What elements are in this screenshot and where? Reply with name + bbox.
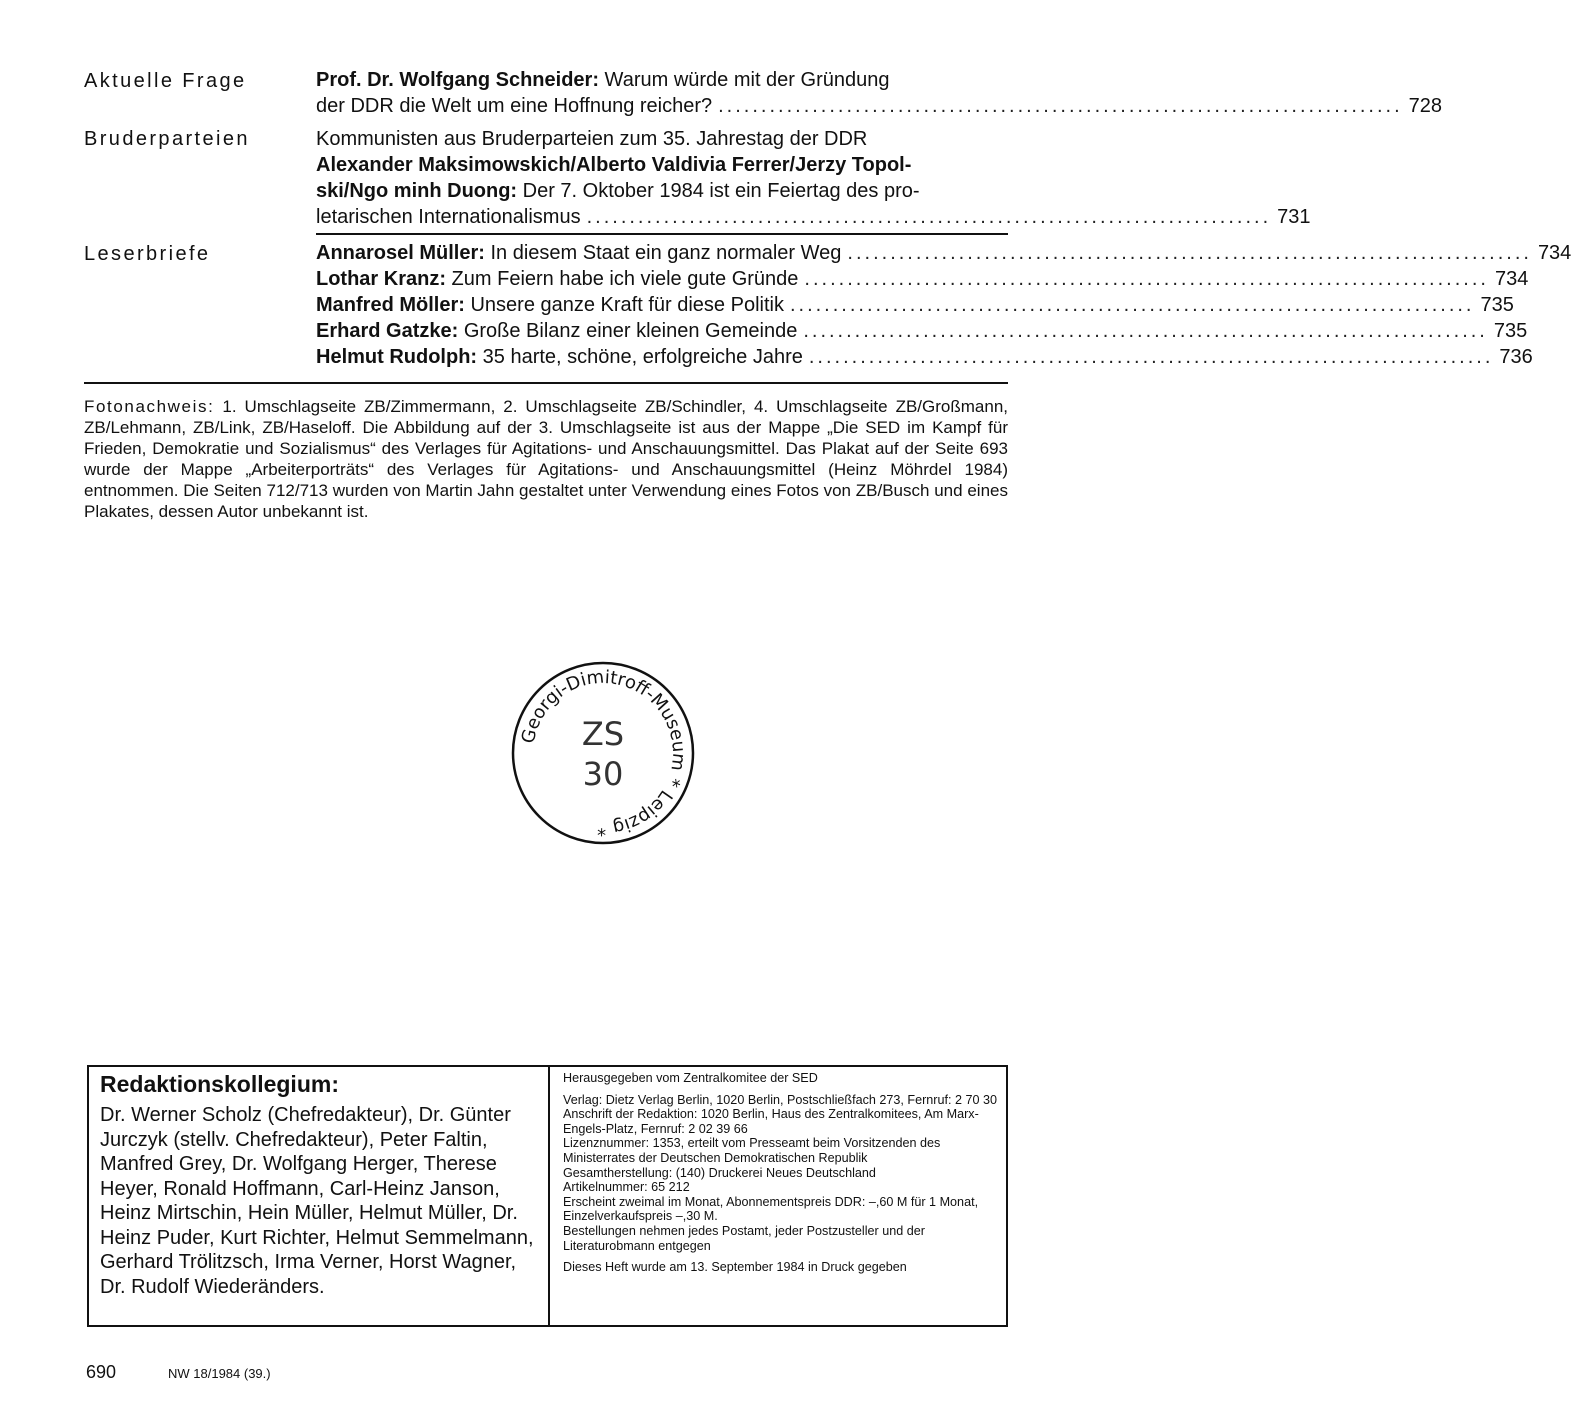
toc-title-text: Zum Feiern habe ich viele gute Gründe <box>446 268 799 290</box>
toc-title-text: 35 harte, schöne, erfolgreiche Jahre <box>477 346 803 368</box>
credits-divider <box>84 382 1008 384</box>
editorial-board-heading: Redaktionskollegium: <box>100 1071 339 1097</box>
publisher-frequency: Erscheint zweimal im Monat, Abonnementspreis DDR: –,60 M für 1 Monat, Einzelverkaufspreis –,30 M. <box>563 1194 979 1224</box>
dot-leader: ................................................................................ <box>789 294 1475 316</box>
toc-entry-bruderparteien <box>316 204 1311 230</box>
dot-leader: ................................................................................ <box>803 320 1488 342</box>
toc-entry-aktuelle-frage <box>316 93 1443 119</box>
stamp-outer-ring <box>513 663 693 843</box>
publisher-printer: Gesamtherstellung: (140) Druckerei Neues Deutschland <box>563 1165 876 1180</box>
dot-leader: ................................................................................ <box>804 268 1489 290</box>
toc-author: Helmut Rudolph: <box>316 346 478 368</box>
photo-credits-text: 1. Umschlagseite ZB/Zimmermann, 2. Umschlagseite ZB/Schindler, 4. Umschlagseite ZB/Großmann, ZB/Lehmann, ZB/Link, ZB/Haseloff. Die Abbildung auf der 3. Umschlagseite ist aus der Mappe „Die SED im Kampf für Frieden, Demokratie und Sozialismus“ des Verlages für Agitations- und Anschauungsmittel. Das Plakat auf der Seite 693 wurde der Mappe „Arbeiterporträts“ des Verlages für Agitations- und Anschauungsmittel (Heinz Möhrdel 1984) entnommen. Die Seiten 712/713 wurden von Martin Jahn gestaltet unter Verwendung eines Fotos von ZB/Busch und eines Plakates, dessen Autor unbekannt ist. <box>84 397 1008 521</box>
toc-title: letarischen Internationalismus <box>316 206 581 228</box>
editorial-board-members: Dr. Werner Scholz (Chefredakteur), Dr. Günter Jurczyk (stellv. Chefredakteur), Peter Faltin, Manfred Grey, Dr. Wolfgang Herger, Therese Heyer, Ronald Hoffmann, Carl-Heinz Janson, Heinz Mirtschin, Hein Müller, Helmut Müller, Dr. Heinz Puder, Kurt Richter, Helmut Semmelmann, Gerhard Trölitzsch, Irma Verner, Horst Wagner, Dr. Rudolf Wiederänders. <box>100 1104 534 1298</box>
toc-title: der DDR die Welt um eine Hoffnung reicher? <box>316 95 713 117</box>
toc-title: Warum würde mit der Gründung <box>599 69 890 91</box>
toc-entry-letter <box>316 344 1533 370</box>
toc-entry-letter <box>316 318 1528 344</box>
toc-entry-letter <box>316 292 1514 318</box>
toc-author: Manfred Möller: <box>316 294 465 316</box>
toc-author: ski/Ngo minh Duong: <box>316 180 518 202</box>
toc-title <box>316 266 798 292</box>
section-label-aktuelle-frage: Aktuelle Frage <box>84 70 247 92</box>
toc-page-number: 735 <box>1480 294 1514 316</box>
publisher-address: Anschrift der Redaktion: 1020 Berlin, Haus des Zentralkomitees, Am Marx-Engels-Platz, Fernruf: 2 02 39 66 <box>563 1107 979 1136</box>
issue-reference: NW 18/1984 (39.) <box>168 1366 271 1381</box>
dot-leader: ................................................................................ <box>847 242 1532 264</box>
toc-title-text: Unsere ganze Kraft für diese Politik <box>464 294 784 316</box>
imprint-divider <box>548 1065 550 1327</box>
toc-page-number: 731 <box>1277 206 1311 228</box>
toc-title-text: Große Bilanz einer kleinen Gemeinde <box>458 320 798 342</box>
toc-page-number: 735 <box>1493 320 1528 342</box>
publisher-license: Lizenznummer: 1353, erteilt vom Presseamt beim Vorsitzenden des Ministerrates der Deutschen Demokratischen Republik <box>563 1136 941 1165</box>
publisher-article-number: Artikelnummer: 65 212 <box>563 1180 690 1195</box>
toc-title <box>316 240 841 266</box>
stamp-number: 30 <box>582 755 624 793</box>
toc-page-number: 734 <box>1494 268 1529 290</box>
photo-credits <box>84 396 1008 522</box>
toc-author: Annarosel Müller: <box>316 242 485 264</box>
toc-page-number: 734 <box>1537 242 1571 264</box>
toc-title-text: In diesem Staat ein ganz normaler Weg <box>484 242 842 264</box>
toc-entry-letter <box>316 266 1529 292</box>
library-stamp <box>510 660 696 846</box>
section-divider <box>316 233 1008 235</box>
toc-author: Erhard Gatzke: <box>316 320 459 342</box>
toc-author: Prof. Dr. Wolfgang Schneider: <box>316 69 599 91</box>
toc-title <box>316 318 797 344</box>
toc-title <box>316 344 803 370</box>
publisher-verlag: Verlag: Dietz Verlag Berlin, 1020 Berlin, Postschließfach 273, Fernruf: 2 70 30 <box>563 1092 998 1107</box>
stamp-ring-text: Georgi-Dimitroff-Museum * Leipzig * <box>517 666 690 840</box>
toc-author: Alexander Maksimowskich/Alberto Valdivia Ferrer/Jerzy Topol- <box>316 154 912 176</box>
dot-leader: ................................................................................ <box>718 95 1403 117</box>
dot-leader: ................................................................................ <box>586 206 1272 228</box>
stamp-signature: ZS <box>581 715 625 753</box>
toc-entry-bruderparteien-line2 <box>316 152 1006 178</box>
dot-leader: ................................................................................ <box>808 346 1494 368</box>
toc-author: Lothar Kranz: <box>316 268 446 290</box>
publisher-info <box>563 1071 1003 1275</box>
toc-title: Der 7. Oktober 1984 ist ein Feiertag des pro- <box>517 180 920 202</box>
toc-title <box>316 292 784 318</box>
publisher-issuer: Herausgegeben vom Zentralkomitee der SED <box>563 1071 818 1085</box>
photo-credits-label: Fotonachweis: <box>84 397 215 416</box>
section-label-bruderparteien: Bruderparteien <box>84 128 250 150</box>
section-label-leserbriefe: Leserbriefe <box>84 243 211 265</box>
toc-entry-bruderparteien-line1: Kommunisten aus Bruderparteien zum 35. Jahrestag der DDR <box>316 128 868 150</box>
toc-entry-bruderparteien-line3 <box>316 178 1006 204</box>
toc-page-number: 736 <box>1499 346 1533 368</box>
publisher-orders: Bestellungen nehmen jedes Postamt, jeder Postzusteller und der Literaturobmann entgegen <box>563 1223 925 1253</box>
toc-entry-aktuelle-frage-line1 <box>316 67 1006 93</box>
toc-page-number: 728 <box>1408 95 1443 117</box>
page-number: 690 <box>86 1362 117 1382</box>
publisher-print-date: Dieses Heft wurde am 13. September 1984 in Druck gegeben <box>563 1260 907 1275</box>
toc-entry-letter <box>316 240 1571 266</box>
